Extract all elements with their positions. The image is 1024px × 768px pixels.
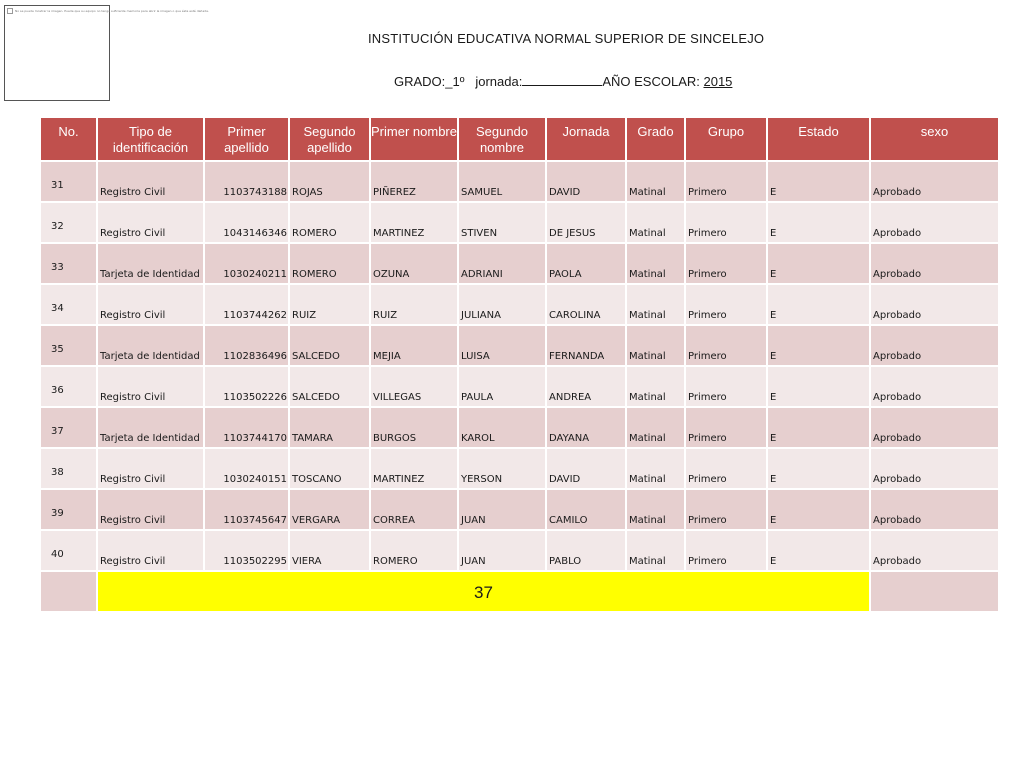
cell-value: PABLO (549, 556, 582, 567)
cell-value: CAROLINA (549, 310, 601, 321)
grado-label: GRADO: (394, 74, 446, 89)
cell-value: FERNANDA (549, 351, 605, 362)
table-cell (627, 244, 686, 285)
table-cell (459, 162, 547, 203)
table-row (41, 449, 1000, 490)
table-cell (290, 367, 371, 408)
table-cell (290, 408, 371, 449)
table-cell (290, 162, 371, 203)
cell-value: Aprobado (873, 433, 922, 444)
cell-value: E (770, 433, 777, 444)
cell-value: Aprobado (873, 392, 922, 403)
table-cell (205, 203, 290, 244)
cell-value: Tarjeta de Identidad (100, 269, 200, 280)
table-cell (686, 367, 768, 408)
table-cell (459, 285, 547, 326)
table-cell (371, 162, 459, 203)
broken-image-icon (7, 8, 13, 14)
cell-value: Registro Civil (100, 474, 166, 485)
cell-value: VILLEGAS (373, 392, 422, 403)
cell-value: Primero (688, 269, 727, 280)
cell-value: CORREA (373, 515, 415, 526)
table-cell (871, 490, 1000, 531)
total-row (41, 572, 1000, 613)
table-row (41, 326, 1000, 367)
table-cell (871, 531, 1000, 572)
table-cell (686, 408, 768, 449)
cell-value: SALCEDO (292, 351, 340, 362)
table-cell (371, 285, 459, 326)
table-cell (627, 367, 686, 408)
cell-value: 1103502295 (223, 556, 287, 567)
table-cell (205, 367, 290, 408)
cell-value: OZUNA (373, 269, 410, 280)
table-cell (686, 285, 768, 326)
table-cell (290, 326, 371, 367)
table-row (41, 367, 1000, 408)
cell-value: TOSCANO (292, 474, 342, 485)
table-cell (98, 203, 205, 244)
students-table (41, 118, 1000, 613)
column-header: No. (41, 118, 98, 162)
table-cell (871, 244, 1000, 285)
table-cell (459, 326, 547, 367)
cell-value: LUISA (461, 351, 490, 362)
column-header: Segundo nombre (459, 118, 547, 162)
cell-value: JUAN (461, 515, 486, 526)
cell-value: Tarjeta de Identidad (100, 351, 200, 362)
cell-value: 32 (51, 221, 64, 232)
jornada-label: jornada: (475, 74, 523, 89)
total-count: 37 (98, 572, 871, 613)
column-header: Primer nombre (371, 118, 459, 162)
table-cell (686, 531, 768, 572)
cell-value: VERGARA (292, 515, 341, 526)
table-header-row (41, 118, 1000, 162)
table-row (41, 285, 1000, 326)
cell-value: 36 (51, 385, 64, 396)
table-cell (41, 367, 98, 408)
table-cell (871, 326, 1000, 367)
table-cell (547, 367, 627, 408)
table-cell (871, 408, 1000, 449)
table-cell (871, 285, 1000, 326)
table-cell (871, 449, 1000, 490)
cell-value: TAMARA (292, 433, 334, 444)
table-cell (686, 490, 768, 531)
table-cell (205, 531, 290, 572)
table-cell (290, 490, 371, 531)
table-row (41, 244, 1000, 285)
school-logo-placeholder (4, 5, 209, 101)
column-header: Segundo apellido (290, 118, 371, 162)
cell-value: 31 (51, 180, 64, 191)
table-cell (371, 531, 459, 572)
table-cell (547, 285, 627, 326)
cell-value: 1043146346 (223, 228, 287, 239)
cell-value: Primero (688, 228, 727, 239)
table-cell (627, 449, 686, 490)
cell-value: Registro Civil (100, 228, 166, 239)
table-cell (768, 408, 871, 449)
cell-value: JUAN (461, 556, 486, 567)
column-header: Grupo (686, 118, 768, 162)
table-cell (459, 531, 547, 572)
total-blank-cell (41, 572, 98, 613)
cell-value: PAOLA (549, 269, 582, 280)
table-cell (547, 244, 627, 285)
cell-value: SAMUEL (461, 187, 503, 198)
table-row (41, 408, 1000, 449)
cell-value: 37 (51, 426, 64, 437)
table-cell (41, 244, 98, 285)
cell-value: 1103744262 (223, 310, 287, 321)
cell-value: 35 (51, 344, 64, 355)
table-cell (371, 367, 459, 408)
page-title: INSTITUCIÓN EDUCATIVA NORMAL SUPERIOR DE SINCELEJO (368, 31, 765, 46)
cell-value: 1030240211 (223, 269, 287, 280)
cell-value: 1103743188 (223, 187, 287, 198)
table-cell (627, 408, 686, 449)
table-cell (459, 490, 547, 531)
cell-value: RUIZ (373, 310, 398, 321)
table-cell (41, 285, 98, 326)
cell-value: Aprobado (873, 556, 922, 567)
cell-value: E (770, 351, 777, 362)
cell-value: MEJIA (373, 351, 401, 362)
table-cell (459, 203, 547, 244)
table-cell (205, 162, 290, 203)
cell-value: PIÑEREZ (373, 187, 416, 198)
table-row (41, 490, 1000, 531)
table-cell (547, 326, 627, 367)
cell-value: Aprobado (873, 269, 922, 280)
table-row (41, 162, 1000, 203)
cell-value: SALCEDO (292, 392, 340, 403)
cell-value: 1103745647 (223, 515, 287, 526)
cell-value: 38 (51, 467, 64, 478)
table-cell (371, 490, 459, 531)
table-cell (205, 326, 290, 367)
table-cell (686, 326, 768, 367)
table-cell (627, 203, 686, 244)
cell-value: Primero (688, 187, 727, 198)
cell-value: E (770, 556, 777, 567)
cell-value: Aprobado (873, 187, 922, 198)
table-cell (41, 326, 98, 367)
cell-value: Primero (688, 515, 727, 526)
table-cell (459, 367, 547, 408)
cell-value: E (770, 392, 777, 403)
column-header: Jornada (547, 118, 627, 162)
cell-value: 1103502226 (223, 392, 287, 403)
anio-value: 2015 (703, 74, 733, 89)
cell-value: Matinal (629, 556, 666, 567)
table-cell (547, 531, 627, 572)
table-cell (290, 203, 371, 244)
table-cell (768, 449, 871, 490)
cell-value: VIERA (292, 556, 322, 567)
cell-value: DAVID (549, 474, 581, 485)
cell-value: 1030240151 (223, 474, 287, 485)
cell-value: Primero (688, 556, 727, 567)
cell-value: ANDREA (549, 392, 592, 403)
table-cell (371, 203, 459, 244)
table-cell (686, 162, 768, 203)
cell-value: Registro Civil (100, 556, 166, 567)
table-cell (459, 408, 547, 449)
column-header: Primer apellido (205, 118, 290, 162)
cell-value: Primero (688, 433, 727, 444)
cell-value: PAULA (461, 392, 494, 403)
table-cell (290, 449, 371, 490)
table-cell (41, 531, 98, 572)
table-cell (768, 203, 871, 244)
cell-value: E (770, 228, 777, 239)
cell-value: Registro Civil (100, 392, 166, 403)
cell-value: Registro Civil (100, 187, 166, 198)
cell-value: E (770, 515, 777, 526)
table-cell (205, 490, 290, 531)
cell-value: Matinal (629, 351, 666, 362)
table-cell (459, 449, 547, 490)
table-cell (768, 162, 871, 203)
table-row (41, 203, 1000, 244)
table-cell (371, 244, 459, 285)
cell-value: Matinal (629, 392, 666, 403)
cell-value: MARTINEZ (373, 228, 425, 239)
cell-value: E (770, 269, 777, 280)
cell-value: CAMILO (549, 515, 588, 526)
cell-value: 1102836496 (223, 351, 287, 362)
table-cell (41, 203, 98, 244)
table-cell (686, 244, 768, 285)
jornada-blank (522, 74, 602, 86)
broken-image-notice: No se puede mostrar la imagen. Puede que su equipo no tenga suficiente memoria para abrir la imagen o que ésta esté dañada. (7, 8, 209, 14)
table-row (41, 531, 1000, 572)
cell-value: Matinal (629, 433, 666, 444)
cell-value: Matinal (629, 515, 666, 526)
column-header: Grado (627, 118, 686, 162)
table-cell (98, 408, 205, 449)
cell-value: Matinal (629, 269, 666, 280)
cell-value: DE JESUS (549, 228, 596, 239)
table-cell (768, 531, 871, 572)
table-cell (768, 326, 871, 367)
cell-value: JULIANA (461, 310, 501, 321)
cell-value: KAROL (461, 433, 495, 444)
cell-value: Aprobado (873, 351, 922, 362)
cell-value: 1103744170 (223, 433, 287, 444)
cell-value: Aprobado (873, 310, 922, 321)
table-cell (205, 449, 290, 490)
table-cell (41, 490, 98, 531)
column-header: Tipo de identificación (98, 118, 205, 162)
table-cell (871, 162, 1000, 203)
cell-value: RUIZ (292, 310, 317, 321)
table-body (41, 162, 1000, 572)
table-cell (41, 449, 98, 490)
table-cell (98, 162, 205, 203)
table-cell (290, 244, 371, 285)
cell-value: MARTINEZ (373, 474, 425, 485)
column-header: Estado (768, 118, 871, 162)
table-cell (768, 367, 871, 408)
cell-value: YERSON (461, 474, 503, 485)
cell-value: Primero (688, 392, 727, 403)
cell-value: ROJAS (292, 187, 323, 198)
table-cell (871, 367, 1000, 408)
table-cell (98, 449, 205, 490)
cell-value: ADRIANI (461, 269, 503, 280)
cell-value: E (770, 187, 777, 198)
cell-value: Matinal (629, 310, 666, 321)
table-cell (98, 244, 205, 285)
table-cell (98, 490, 205, 531)
table-cell (371, 408, 459, 449)
cell-value: Aprobado (873, 474, 922, 485)
cell-value: Primero (688, 351, 727, 362)
cell-value: STIVEN (461, 228, 498, 239)
table-cell (871, 203, 1000, 244)
table-cell (371, 449, 459, 490)
cell-value: E (770, 474, 777, 485)
table-cell (627, 285, 686, 326)
table-cell (768, 490, 871, 531)
table-cell (627, 531, 686, 572)
table-cell (768, 244, 871, 285)
column-header: sexo (871, 118, 1000, 162)
cell-value: E (770, 310, 777, 321)
table-cell (627, 490, 686, 531)
anio-label: AÑO ESCOLAR: (602, 74, 704, 89)
table-cell (98, 531, 205, 572)
cell-value: Tarjeta de Identidad (100, 433, 200, 444)
table-cell (547, 490, 627, 531)
total-blank-cell-end (871, 572, 1000, 613)
cell-value: DAVID (549, 187, 581, 198)
table-cell (686, 203, 768, 244)
table-cell (41, 408, 98, 449)
grado-value: _1º (445, 74, 465, 89)
table-cell (627, 326, 686, 367)
table-cell (547, 449, 627, 490)
table-cell (547, 162, 627, 203)
table-cell (290, 531, 371, 572)
cell-value: ROMERO (292, 228, 337, 239)
table-cell (98, 367, 205, 408)
table-cell (459, 244, 547, 285)
cell-value: Matinal (629, 228, 666, 239)
table-cell (41, 162, 98, 203)
cell-value: Primero (688, 474, 727, 485)
table-cell (205, 285, 290, 326)
cell-value: Registro Civil (100, 515, 166, 526)
table-cell (98, 285, 205, 326)
page-subtitle (394, 74, 732, 89)
table-cell (98, 326, 205, 367)
table-cell (768, 285, 871, 326)
cell-value: DAYANA (549, 433, 590, 444)
table-cell (205, 408, 290, 449)
cell-value: ROMERO (373, 556, 418, 567)
cell-value: Primero (688, 310, 727, 321)
table-cell (290, 285, 371, 326)
cell-value: Registro Civil (100, 310, 166, 321)
cell-value: Aprobado (873, 228, 922, 239)
table-cell (547, 203, 627, 244)
cell-value: Aprobado (873, 515, 922, 526)
table-cell (547, 408, 627, 449)
cell-value: 40 (51, 549, 64, 560)
cell-value: Matinal (629, 474, 666, 485)
cell-value: 39 (51, 508, 64, 519)
cell-value: 34 (51, 303, 64, 314)
cell-value: ROMERO (292, 269, 337, 280)
table-cell (686, 449, 768, 490)
cell-value: 33 (51, 262, 64, 273)
table-cell (205, 244, 290, 285)
cell-value: BURGOS (373, 433, 417, 444)
cell-value: Matinal (629, 187, 666, 198)
table-cell (627, 162, 686, 203)
table-cell (371, 326, 459, 367)
